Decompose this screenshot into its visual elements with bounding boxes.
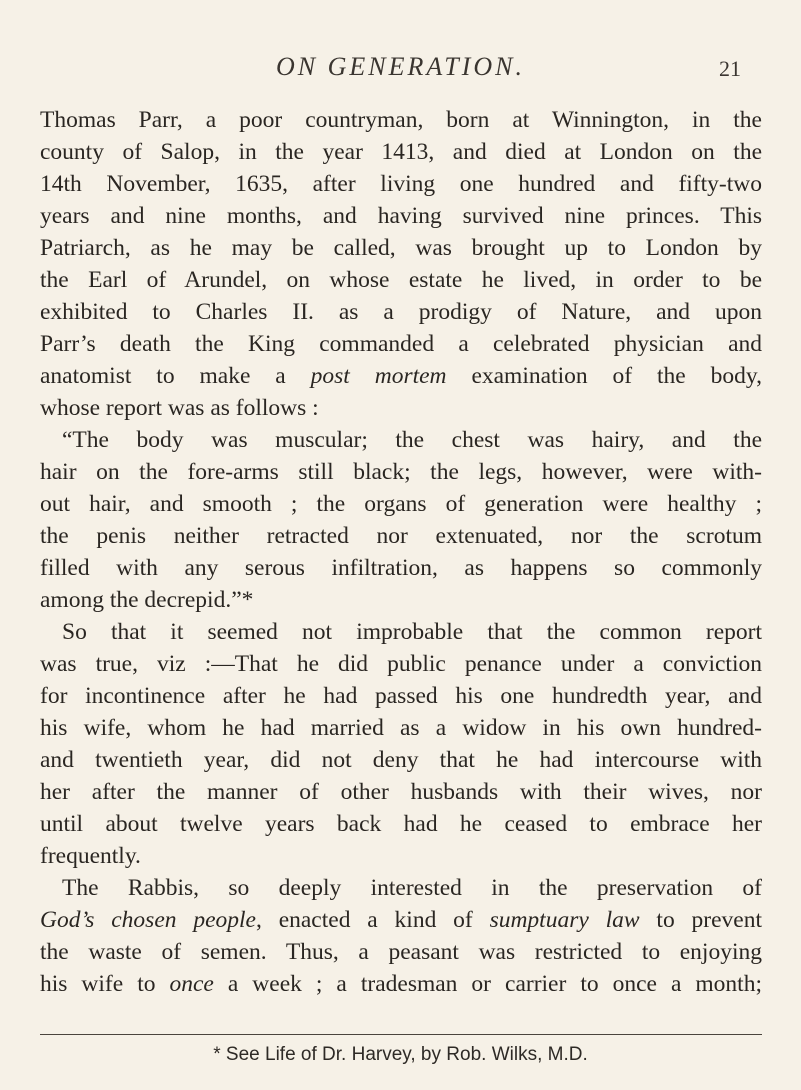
text-line <box>40 968 762 1000</box>
text-line: Patriarch, as he may be called, was brought up to London by <box>40 235 762 261</box>
text-line: Parr’s death the King commanded a celebrated physician and <box>40 331 762 357</box>
text-line: out hair, and smooth ; the organs of generation were healthy ; <box>40 491 762 517</box>
text-line: and twentieth year, did not deny that he had intercourse with <box>40 747 762 773</box>
text-line: the waste of semen. Thus, a peasant was restricted to enjoying <box>40 939 762 965</box>
text-line: filled with any serous infiltration, as happens so commonly <box>40 555 762 581</box>
text-run: anatomist to make a <box>40 363 311 389</box>
text-line: her after the manner of other husbands with their wives, nor <box>40 779 762 805</box>
footnote-rule <box>40 1034 762 1035</box>
text-line: frequently. <box>40 843 141 869</box>
running-title: ON GENERATION. <box>275 52 526 81</box>
text-line: The Rabbis, so deeply interested in the preservation of <box>62 875 762 901</box>
italic-phrase: God’s chosen people <box>40 907 256 933</box>
text-run: his wife to <box>40 971 170 997</box>
text-run: to prevent <box>639 907 762 933</box>
italic-phrase: sumptuary law <box>489 907 640 933</box>
text-line: county of Salop, in the year 1413, and died at London on the <box>40 139 762 165</box>
page-number: 21 <box>719 56 741 81</box>
text-line: among the decrepid.”* <box>40 587 254 613</box>
running-head <box>0 52 801 92</box>
text-line: hair on the fore-arms still black; the legs, however, were with- <box>40 459 762 485</box>
text-line: was true, viz :—That he did public penance under a conviction <box>40 651 762 677</box>
text-run: examination of the body, <box>446 363 762 389</box>
text-line: “The body was muscular; the chest was hairy, and the <box>62 427 762 453</box>
text-line <box>40 904 762 936</box>
text-line: the penis neither retracted nor extenuated, nor the scrotum <box>40 523 762 549</box>
text-line: exhibited to Charles II. as a prodigy of Nature, and upon <box>40 299 762 325</box>
text-line: the Earl of Arundel, on whose estate he lived, in order to be <box>40 267 762 293</box>
text-line: his wife, whom he had married as a widow in his own hundred- <box>40 715 762 741</box>
text-run: , enacted a kind of <box>255 907 490 933</box>
text-line: whose report was as follows : <box>40 395 319 421</box>
body-text <box>40 104 762 1000</box>
text-line: So that it seemed not improbable that the common report <box>62 619 762 645</box>
text-line: until about twelve years back had he ceased to embrace her <box>40 811 762 837</box>
text-line: Thomas Parr, a poor countryman, born at Winnington, in the <box>40 107 762 133</box>
text-line <box>40 360 762 392</box>
text-line: for incontinence after he had passed his one hundredth year, and <box>40 683 762 709</box>
italic-phrase: once <box>169 971 214 997</box>
footnote: * See Life of Dr. Harvey, by Rob. Wilks, M.D. <box>213 1044 588 1065</box>
text-run: a week ; a tradesman or carrier to once a month; <box>213 971 762 997</box>
text-line: 14th November, 1635, after living one hundred and fifty-two <box>40 171 762 197</box>
text-line: years and nine months, and having survived nine princes. This <box>40 203 762 229</box>
italic-phrase: post mortem <box>310 363 447 389</box>
